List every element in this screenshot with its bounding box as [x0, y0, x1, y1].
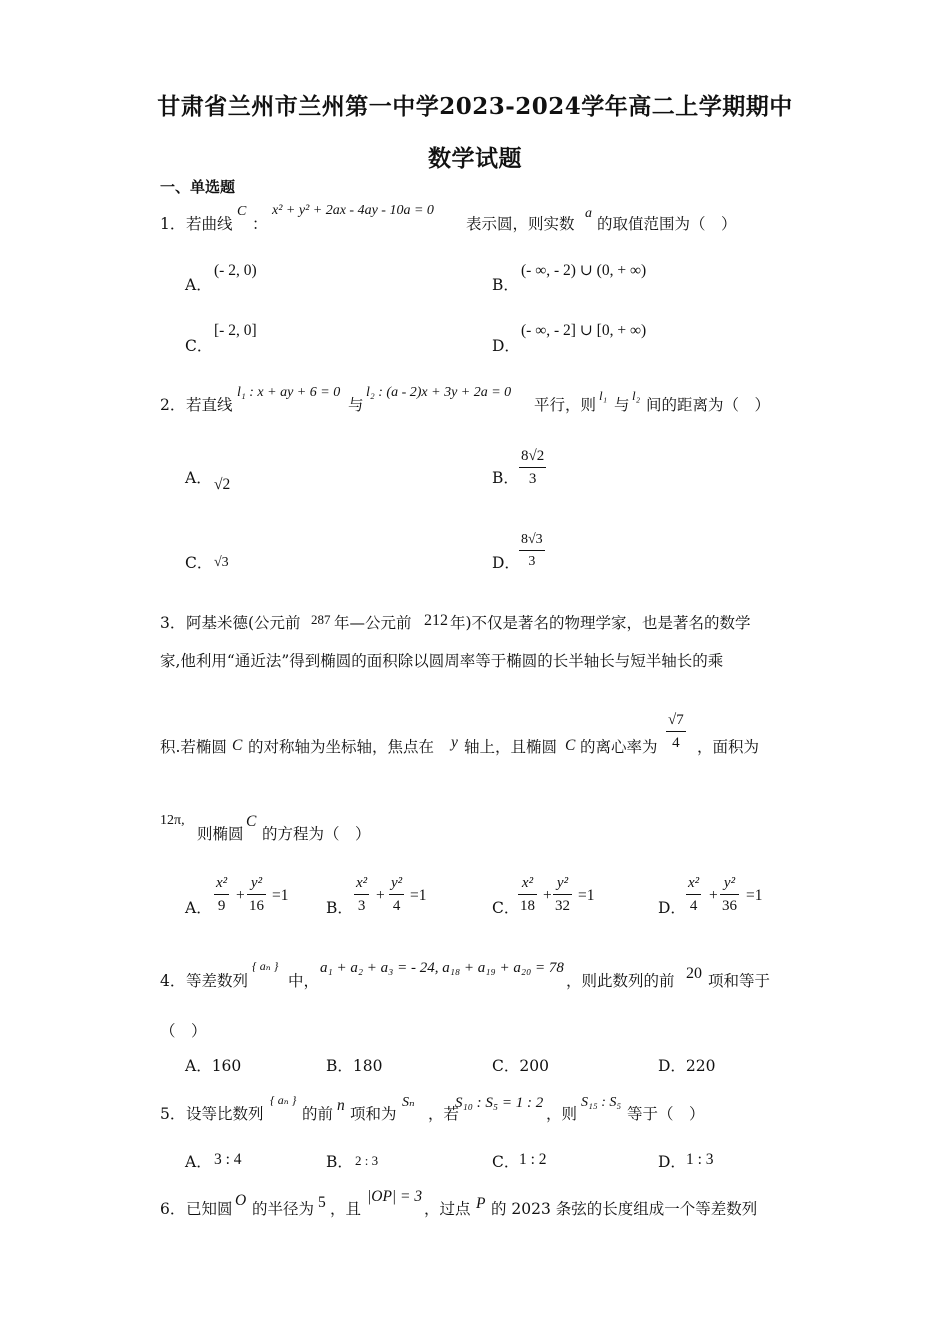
q4-paren: （ ） — [160, 1022, 207, 1040]
q5-text-mid3: ，若 — [428, 1105, 460, 1123]
q2-option-d-label[interactable]: D． — [492, 554, 520, 572]
q4-text-pre: 等差数列 — [186, 972, 249, 990]
q3-option-a-plus: + — [236, 887, 245, 904]
q3-option-c-label[interactable]: C． — [492, 899, 520, 917]
q6-text-mid2: ，且 — [330, 1200, 362, 1218]
q3-c-num2: y² — [556, 875, 569, 891]
q2-option-b-fraction — [519, 449, 546, 487]
q3-number: 3． — [160, 614, 186, 632]
q5-text-mid: 的前 — [302, 1105, 334, 1123]
q1-option-b-label[interactable]: B． — [492, 276, 519, 294]
q3-eccentricity-fraction — [666, 713, 686, 751]
q5-ratio: S₁₀ : S₅ = 1 : 2 — [455, 1095, 544, 1111]
q1-colon: ： — [252, 215, 268, 233]
q3-a-den1: 9 — [214, 894, 229, 914]
q2-option-c-label[interactable]: C． — [185, 554, 213, 572]
q1-option-c-value: [- 2, 0] — [214, 322, 257, 339]
q2-option-b-label[interactable]: B． — [492, 469, 519, 487]
q5-option-c-label[interactable]: C． — [492, 1153, 520, 1171]
q1-text-pre: 若曲线 — [186, 215, 233, 233]
q2-line1: l₁ : x + ay + 6 = 0 — [237, 385, 341, 400]
q2-option-b-numerator: 8√2 — [521, 448, 545, 464]
q3-line4-a: 则椭圆 — [197, 825, 244, 843]
q6-text-mid3: ，过点 — [424, 1200, 471, 1218]
q2-l1-ref: l₁ — [599, 388, 608, 403]
q3-c-num1: x² — [521, 875, 534, 891]
q3-option-c-frac2 — [553, 876, 572, 914]
q3-line3-b: 的对称轴为坐标轴，焦点在 — [248, 738, 435, 756]
q4-count: 20 — [686, 965, 702, 982]
q4-option-b[interactable]: B．180 — [326, 1057, 383, 1075]
q3-eccentricity-numerator: √7 — [668, 712, 684, 728]
q3-option-b-label[interactable]: B． — [326, 899, 353, 917]
q3-d-den1: 4 — [686, 894, 701, 914]
q2-line2: l₂ : (a - 2)x + 3y + 2a = 0 — [366, 385, 512, 400]
q5-text-pre: 设等比数列 — [186, 1105, 264, 1123]
q2-option-d-denominator: 3 — [519, 550, 545, 569]
q3-area: 12π, — [160, 813, 185, 828]
q3-d-num1: x² — [688, 875, 700, 891]
q4-option-c[interactable]: C．200 — [492, 1057, 549, 1075]
q3-option-b-eq: =1 — [410, 887, 427, 904]
q5-sn: Sₙ — [402, 1095, 415, 1110]
q4-option-d[interactable]: D．220 — [658, 1057, 716, 1075]
q3-line1-c: 年)不仅是著名的物理学家，也是著名的数学 — [450, 614, 751, 632]
q3-option-b-frac1 — [354, 876, 369, 914]
q2-option-c-value: √3 — [214, 555, 229, 570]
q3-line3-c: 轴上，且椭圆 — [464, 738, 558, 756]
q4-equation: a₁ + a₂ + a₃ = - 24, a₁₈ + a₁₉ + a₂₀ = 78 — [320, 960, 564, 976]
q6-var-p: P — [476, 1195, 486, 1212]
q6-var-o: O — [235, 1192, 247, 1209]
q3-eccentricity-denominator: 4 — [666, 731, 686, 751]
q2-option-a-label[interactable]: A． — [185, 469, 212, 487]
q3-var-c2: C — [565, 737, 576, 754]
q1-option-c-label[interactable]: C． — [185, 337, 213, 355]
q2-option-d-fraction — [519, 533, 545, 569]
q1-var-c: C — [237, 204, 247, 219]
q2-option-b-denominator: 3 — [519, 467, 546, 487]
q3-line2: 家,他利用“通近法”得到椭圆的面积除以圆周率等于椭圆的长半轴长与短半轴长的乘 — [160, 652, 724, 670]
q1-number: 1． — [160, 215, 186, 233]
q5-option-a-value: 3 : 4 — [214, 1151, 242, 1168]
q4-number: 4． — [160, 972, 186, 990]
q3-option-b-frac2 — [389, 876, 404, 914]
q5-option-d-value: 1 : 3 — [686, 1151, 714, 1168]
q1-option-a-label[interactable]: A． — [185, 276, 212, 294]
q1-text-post2: 的取值范围为（ ） — [597, 215, 737, 233]
q3-option-d-eq: =1 — [746, 887, 763, 904]
q4-text-post: ，则此数列的前 — [566, 972, 675, 990]
q5-option-b-label[interactable]: B． — [326, 1153, 353, 1171]
q2-text-pre: 若直线 — [186, 396, 233, 414]
q3-option-d-plus: + — [709, 887, 718, 904]
q3-c-den1: 18 — [518, 894, 537, 914]
q5-var-n: n — [337, 1097, 345, 1114]
q5-sequence: { aₙ } — [270, 1093, 297, 1107]
page-title: 甘肃省兰州市兰州第一中学2023-2024学年高二上学期期中 — [157, 93, 793, 120]
q1-option-d-value: (- ∞, - 2] ∪ [0, + ∞) — [521, 322, 647, 339]
q1-equation: x² + y² + 2ax - 4ay - 10a = 0 — [272, 203, 434, 218]
q6-op: |OP| = 3 — [367, 1188, 423, 1205]
q3-var-y: y — [451, 734, 458, 751]
q5-number: 5． — [160, 1105, 186, 1123]
q3-var-c3: C — [246, 813, 257, 830]
q4-text-post2: 项和等于 — [708, 972, 771, 990]
q5-text-mid4: ，则 — [546, 1105, 578, 1123]
q6-text-pre: 已知圆 — [186, 1200, 233, 1218]
q3-line3-e: ，面积为 — [697, 738, 760, 756]
q4-sequence: { aₙ } — [252, 959, 279, 973]
q3-line3-d: 的离心率为 — [580, 738, 658, 756]
q4-text-mid: 中， — [288, 972, 320, 990]
q2-l2-ref: l₂ — [632, 388, 641, 403]
q3-option-a-frac2 — [247, 876, 266, 914]
q5-ratio2: S₁₅ : S₅ — [581, 1095, 622, 1110]
q5-option-c-value: 1 : 2 — [519, 1151, 547, 1168]
q6-text-post: 的 2023 条弦的长度组成一个等差数列 — [491, 1200, 758, 1218]
q3-d-num2: y² — [723, 875, 736, 891]
q3-var-c1: C — [232, 737, 243, 754]
q2-option-d-numerator: 8√3 — [521, 532, 543, 547]
q5-text-post: 等于（ ） — [627, 1105, 705, 1123]
q3-line1-b: 年—公元前 — [334, 614, 412, 632]
q3-option-b-plus: + — [376, 887, 385, 904]
q3-option-d-label[interactable]: D． — [658, 899, 686, 917]
q3-line4-b: 的方程为（ ） — [262, 825, 371, 843]
q5-option-b-value: 2 : 3 — [355, 1153, 379, 1168]
q3-a-num2: y² — [250, 875, 263, 891]
q3-b-num1: x² — [356, 875, 368, 891]
q3-option-a-label[interactable]: A． — [185, 899, 212, 917]
q2-text-and: 与 — [614, 396, 630, 414]
q3-line1-a: 阿基米德(公元前 — [186, 614, 301, 632]
q1-option-a-value: (- 2, 0) — [214, 262, 257, 279]
q3-option-a-eq: =1 — [272, 887, 289, 904]
q6-number: 6． — [160, 1200, 186, 1218]
q1-text-post: 表示圆，则实数 — [466, 215, 575, 233]
q3-b-den2: 4 — [389, 894, 404, 914]
q3-option-c-frac1 — [518, 876, 537, 914]
q2-text-post2: 间的距离为（ ） — [646, 396, 771, 414]
q3-c-den2: 32 — [553, 894, 572, 914]
q5-text-mid2: 项和为 — [350, 1105, 397, 1123]
q2-text-mid: 与 — [348, 396, 364, 414]
q3-a-den2: 16 — [247, 894, 266, 914]
q5-option-a-label[interactable]: A． — [185, 1153, 212, 1171]
page-subtitle: 数学试题 — [428, 145, 522, 172]
q6-radius: 5 — [318, 1194, 326, 1211]
q2-text-post: 平行，则 — [534, 396, 597, 414]
q1-option-d-label[interactable]: D． — [492, 337, 520, 355]
q3-line3-a: 积.若椭圆 — [160, 738, 227, 756]
q3-year-287: 287 — [311, 612, 331, 627]
section-heading: 一、单选题 — [160, 178, 236, 196]
q2-option-a-value: √2 — [214, 476, 231, 493]
q3-a-num1: x² — [216, 875, 228, 891]
q3-option-c-plus: + — [543, 887, 552, 904]
q3-b-num2: y² — [391, 875, 403, 891]
q3-option-a-frac1 — [214, 876, 229, 914]
q3-option-d-frac2 — [720, 876, 739, 914]
q3-option-c-eq: =1 — [578, 887, 595, 904]
q1-option-b-value: (- ∞, - 2) ∪ (0, + ∞) — [521, 262, 647, 279]
q2-number: 2． — [160, 396, 186, 414]
q6-text-mid: 的半径为 — [252, 1200, 315, 1218]
q5-option-d-label[interactable]: D． — [658, 1153, 686, 1171]
q3-year-212: 212 — [424, 612, 448, 629]
q3-d-den2: 36 — [720, 894, 739, 914]
q4-option-a[interactable]: A．160 — [185, 1057, 242, 1075]
q1-var-a: a — [585, 206, 592, 221]
q3-b-den1: 3 — [354, 894, 369, 914]
q3-option-d-frac1 — [686, 876, 701, 914]
